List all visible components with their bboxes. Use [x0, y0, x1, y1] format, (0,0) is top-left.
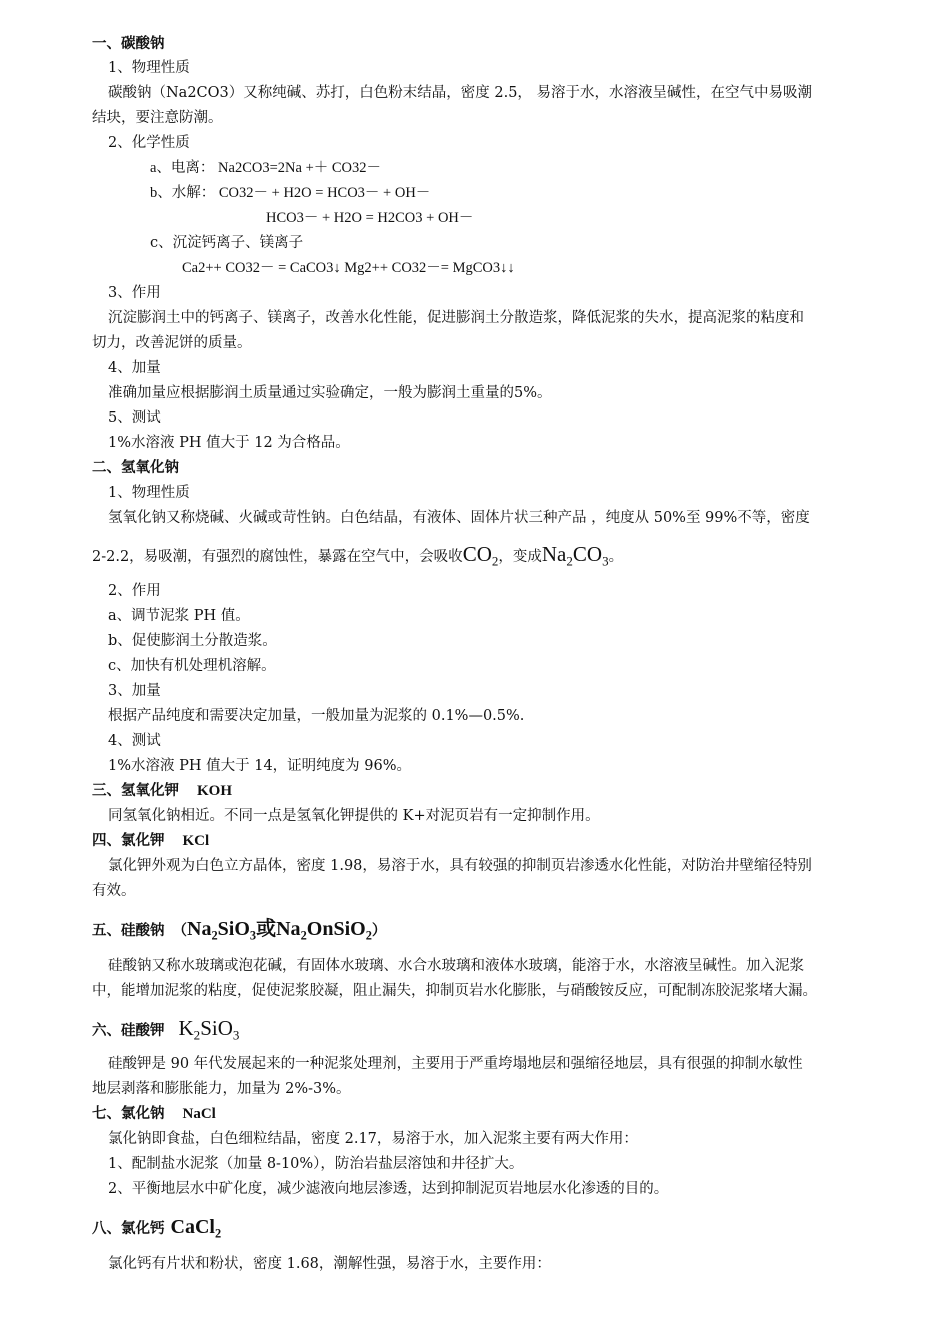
paragraph-line: 氢氧化钠又称烧碱、火碱或苛性钠。白色结晶，有液体、固体片状三种产品 ，纯度从 50%至 99%不等，密度	[108, 510, 810, 526]
formula-koh: KOH	[197, 783, 233, 799]
subheading-function: 2、作用	[108, 583, 161, 599]
subheading-function: 3、作用	[108, 285, 161, 301]
formula-kcl: KCl	[182, 833, 210, 849]
equation-hydrolysis-2: HCO3－ + H2O = H2CO3 + OH－	[266, 210, 474, 226]
subheading-physical-properties: 1、物理性质	[108, 60, 190, 76]
paragraph-line: 有效。	[92, 883, 136, 899]
section-title-potassium-hydroxide: 三、氢氧化钾 KOH	[92, 782, 233, 799]
list-item: c、加快有机处理机溶解。	[108, 658, 276, 674]
list-item-precipitation: c、沉淀钙离子、镁离子	[150, 235, 304, 251]
list-item: b、促使膨润土分散造浆。	[108, 633, 277, 649]
paragraph-line: 根据产品纯度和需要决定加量，一般加量为泥浆的 0.1%—0.5%.	[108, 708, 525, 724]
list-item: 2、平衡地层水中矿化度，减少滤液向地层渗透，达到抑制泥页岩地层水化渗透的目的。	[108, 1181, 669, 1197]
paragraph-line: 硅酸钾是 90 年代发展起来的一种泥浆处理剂，主要用于严重垮塌地层和强缩径地层，具有很强的抑制水敏性	[108, 1056, 803, 1072]
paragraph-line: 切力，改善泥饼的质量。	[92, 335, 252, 351]
paragraph-line: 准确加量应根据膨润土质量通过实验确定，一般为膨润土重量的5%。	[108, 385, 552, 401]
formula-na2onsio2: $Na_2OnSiO_2$	[276, 918, 372, 943]
subheading-test: 5、测试	[108, 410, 161, 426]
formula-k2sio3: $K_2SiO_3$	[178, 1016, 240, 1043]
text-fragment: ，变成	[498, 549, 542, 565]
subheading-chemical-properties: 2、化学性质	[108, 135, 190, 151]
formula-na2co3: $Na_2CO_3$	[541, 542, 609, 569]
section-title-calcium-chloride: 八、氯化钙 CaCl$_2$	[92, 1216, 222, 1241]
subheading-dosage: 3、加量	[108, 683, 161, 699]
subheading-physical-properties: 1、物理性质	[108, 485, 190, 501]
text-fragment: 。	[608, 549, 624, 565]
paragraph-line: 沉淀膨润土中的钙离子、镁离子，改善水化性能，促进膨润土分散造浆，降低泥浆的失水，提高泥浆的粘度和	[108, 310, 804, 326]
formula-co2: $CO_2$	[462, 542, 499, 569]
paragraph-line-with-formulas	[92, 541, 623, 570]
paragraph-line: 硅酸钠又称水玻璃或泡花碱，有固体水玻璃、水合水玻璃和液体水玻璃，能溶于水，水溶液呈碱性。加入泥浆	[108, 958, 804, 974]
paragraph-line: 氯化钾外观为白色立方晶体，密度 1.98，易溶于水，具有较强的抑制页岩渗透水化性能，对防治井壁缩径特别	[108, 858, 812, 874]
formula-cacl2: CaCl$_2$	[170, 1216, 222, 1241]
list-item: a、调节泥浆 PH 值。	[108, 608, 250, 624]
section-title-sodium-chloride: 七、氯化钠 NaCl	[92, 1105, 216, 1122]
paragraph-line: 地层剥落和膨胀能力，加量为 2%-3%。	[92, 1081, 351, 1097]
paragraph-line: 碳酸钠（Na2CO3）又称纯碱、苏打，白色粉末结晶，密度 2.5， 易溶于水，水溶液呈碱性，在空气中易吸潮	[108, 85, 813, 101]
equation-hydrolysis: b、水解： CO32－ + H2O = HCO3－ + OH－	[150, 185, 431, 201]
section-title-potassium-silicate: 六、硅酸钾 $K_2SiO_3$	[92, 1016, 240, 1043]
formula-na2sio3: $Na_2SiO_3$	[187, 918, 257, 943]
paragraph-line: 1%水溶液 PH 值大于 14，证明纯度为 96%。	[108, 758, 412, 774]
paragraph-line: 氯化钙有片状和粉状，密度 1.68，潮解性强，易溶于水，主要作用：	[108, 1256, 551, 1272]
paragraph-line: 1%水溶液 PH 值大于 12 为合格品。	[108, 435, 350, 451]
paragraph-line: 中，能增加泥浆的粘度，促使泥浆胶凝，阻止漏失，抑制页岩水化膨胀，与硝酸铵反应，可配制冻胶泥浆堵大漏。	[92, 983, 817, 999]
paragraph-line: 氯化钠即食盐，白色细粒结晶，密度 2.17，易溶于水，加入泥浆主要有两大作用：	[108, 1131, 638, 1147]
subheading-test: 4、测试	[108, 733, 161, 749]
formula-nacl: NaCl	[182, 1106, 216, 1122]
section-title-sodium-carbonate: 一、碳酸钠	[92, 35, 165, 52]
text-fragment: 2-2.2，易吸潮，有强烈的腐蚀性，暴露在空气中，会吸收	[92, 549, 463, 565]
section-title-sodium-silicate: 五、硅酸钠 （$Na_2SiO_3$或$Na_2OnSiO_2$）	[92, 916, 387, 943]
paragraph-line: 同氢氧化钠相近。不同一点是氢氧化钾提供的 K+对泥页岩有一定抑制作用。	[108, 808, 600, 824]
subheading-dosage: 4、加量	[108, 360, 161, 376]
list-item: 1、配制盐水泥浆（加量 8-10%），防治岩盐层溶蚀和井径扩大。	[108, 1156, 524, 1172]
section-title-potassium-chloride: 四、氯化钾 KCl	[92, 832, 210, 849]
paragraph-line: 结块，要注意防潮。	[92, 110, 223, 126]
equation-precipitation: Ca2++ CO32－ = CaCO3↓ Mg2++ CO32－= MgCO3↓↓	[182, 260, 515, 276]
section-title-sodium-hydroxide: 二、氢氧化钠	[92, 459, 179, 476]
equation-ionization: a、电离： Na2CO3=2Na +＋ CO32－	[150, 160, 382, 176]
